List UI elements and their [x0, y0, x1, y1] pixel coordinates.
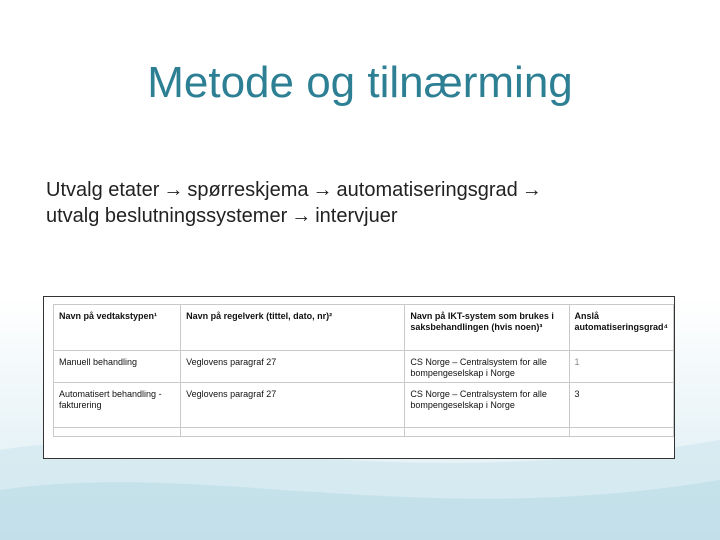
table-row-empty [54, 428, 674, 437]
table-cell: 1 [569, 351, 673, 383]
table-header-cell: Navn på IKT-system som brukes i saksbehandlingen (hvis noen)³ [405, 305, 569, 351]
table-cell-empty [569, 428, 673, 437]
arrow-right-icon: → [291, 205, 312, 227]
table-row [54, 351, 674, 383]
step-label: utvalg beslutningssystemer [46, 205, 288, 227]
table-cell-empty [405, 428, 569, 437]
arrow-right-icon: → [521, 179, 542, 201]
table-cell: CS Norge – Centralsystem for alle bompengeselskap i Norge [405, 351, 569, 383]
table-cell-empty [181, 428, 405, 437]
table-cell: Veglovens paragraf 27 [181, 351, 405, 383]
step-label: intervjuer [315, 205, 398, 227]
table-cell: Veglovens paragraf 27 [181, 383, 405, 428]
table-header-cell: Navn på regelverk (tittel, dato, nr)² [181, 305, 405, 351]
table-cell: CS Norge – Centralsystem for alle bompengeselskap i Norge [405, 383, 569, 428]
table-header-cell: Anslå automatiseringsgrad⁴ [569, 305, 673, 351]
step-label: spørreskjema [187, 179, 309, 201]
step-label: Utvalg etater [46, 179, 160, 201]
decision-table-image [43, 296, 675, 459]
table-cell: 3 [569, 383, 673, 428]
table-row [54, 383, 674, 428]
slide-title: Metode og tilnærming [147, 58, 573, 107]
table-cell-empty [54, 428, 181, 437]
table-header-cell: Navn på vedtakstypen¹ [54, 305, 181, 351]
table-cell: Automatisert behandling - fakturering [54, 383, 181, 428]
table-header-row [54, 305, 674, 351]
table-cell: Manuell behandling [54, 351, 181, 383]
method-steps [46, 177, 686, 229]
arrow-right-icon: → [312, 179, 333, 201]
arrow-right-icon: → [163, 179, 184, 201]
decision-table [53, 304, 674, 437]
step-label: automatiseringsgrad [336, 179, 518, 201]
